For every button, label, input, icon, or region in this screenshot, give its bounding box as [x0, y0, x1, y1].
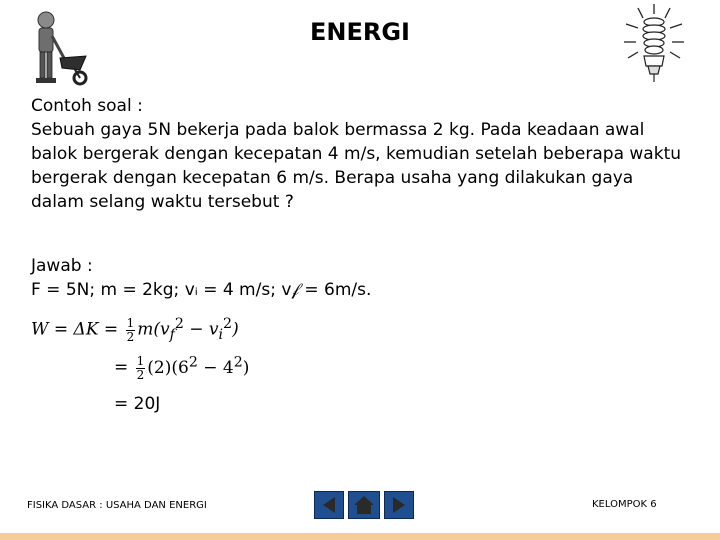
next-button[interactable]: [384, 491, 414, 519]
home-icon: [349, 492, 379, 518]
light-bulb-icon: [618, 2, 690, 94]
previous-icon: [315, 492, 343, 518]
bottom-bar: [0, 533, 720, 540]
problem-text: Sebuah gaya 5N bekerja pada balok bermassa 2 kg. Pada keadaan awal balok bergerak dengan kecepatan 4 m/s, kemudian setelah beberapa waktu bergerak dengan kecepatan 6 m/s. Berapa usaha yang dilakukan gaya dalam selang waktu tersebut ?: [31, 120, 682, 212]
example-heading: Contoh soal :: [31, 96, 143, 116]
equation-line-1: W = ΔK = $\frac{1}{2}$ $m(v_f^2 - v_i^2)$: [31, 315, 239, 344]
previous-button[interactable]: [314, 491, 344, 519]
equation-line-2: = $\frac{1}{2}$ $(2)(6^2 - 4^2)$: [114, 353, 250, 382]
page-title: ENERGI: [310, 18, 410, 46]
given-values: F = 5N; m = 2kg; vᵢ = 4 m/s; v𝒻 = 6m/s.: [31, 280, 372, 300]
footer-course-title: FISIKA DASAR : USAHA DAN ENERGI: [27, 500, 207, 511]
footer-group-name: KELOMPOK 6: [592, 499, 657, 510]
next-icon: [385, 492, 413, 518]
home-button[interactable]: [348, 491, 380, 519]
equation-result: = 20J: [114, 394, 161, 414]
content-area: [31, 94, 681, 302]
answer-heading: Jawab :: [31, 256, 93, 276]
